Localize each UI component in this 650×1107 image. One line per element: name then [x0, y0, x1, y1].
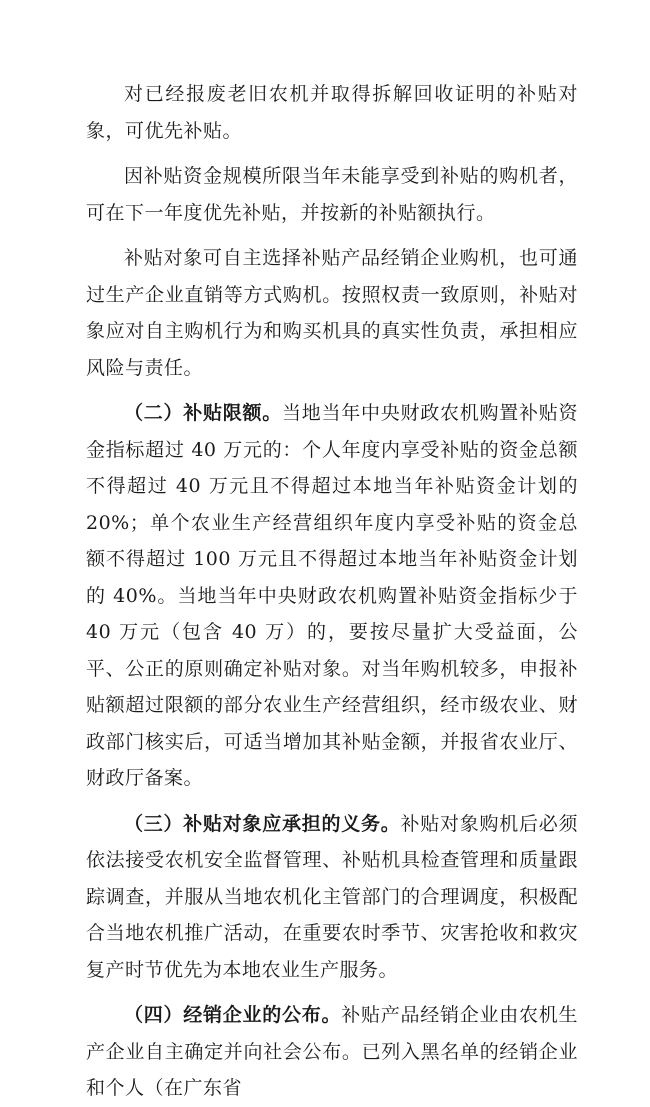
- paragraph-text: 补贴产品经销企业由农机生产企业自主确定并向社会公布。已列入黑名单的经销企业和个人（在广东省: [86, 1004, 578, 1099]
- paragraph-text: 因补贴资金规模所限当年未能享受到补贴的购机者，可在下一年度优先补贴，并按新的补贴额执行。: [86, 165, 578, 224]
- paragraph-priority-scrapped: [86, 76, 578, 149]
- section-heading: （二）补贴限额。: [124, 402, 282, 424]
- paragraph-obligations: [86, 806, 578, 989]
- paragraph-text: 当地当年中央财政农机购置补贴资金指标超过 40 万元的：个人年度内享受补贴的资金总额不得超过 40 万元且不得超过本地当年补贴资金计划的 20%；单个农业生产经营组织年度内享受补贴的资金总额不得超过 100 万元且不得超过本地当年补贴资金计划的 40%。当地当年中央财政农机购置补贴资金指标少于 40 万元（包含 40 万）的，要按尽量扩大受益面，公平、公正的原则确定补贴对象。对当年购机较多，申报补贴额超过限额的部分农业生产经营组织，经市级农业、财政部门核实后，可适当增加其补贴金额，并报省农业厅、财政厅备案。: [86, 402, 578, 789]
- paragraph-text: 对已经报废老旧农机并取得拆解回收证明的补贴对象，可优先补贴。: [86, 83, 578, 142]
- section-heading: （三）补贴对象应承担的义务。: [124, 812, 401, 835]
- paragraph-self-purchase: [86, 240, 578, 386]
- paragraph-text: 补贴对象购机后必须依法接受农机安全监督管理、补贴机具检查管理和质量跟踪调查，并服从当地农机化主管部门的合理调度，积极配合当地农机推广活动，在重要农时季节、灾害抢收和救灾复产时节优先为本地农业生产服务。: [86, 812, 578, 981]
- paragraph-priority-next-year: [86, 158, 578, 231]
- section-heading: （四）经销企业的公布。: [124, 1004, 342, 1026]
- paragraph-text: 补贴对象可自主选择补贴产品经销企业购机，也可通过生产企业直销等方式购机。按照权责一致原则，补贴对象应对自主购机行为和购买机具的真实性负责，承担相应风险与责任。: [86, 247, 578, 379]
- paragraph-subsidy-limit: [86, 395, 578, 797]
- paragraph-dealer-publication: [86, 997, 578, 1107]
